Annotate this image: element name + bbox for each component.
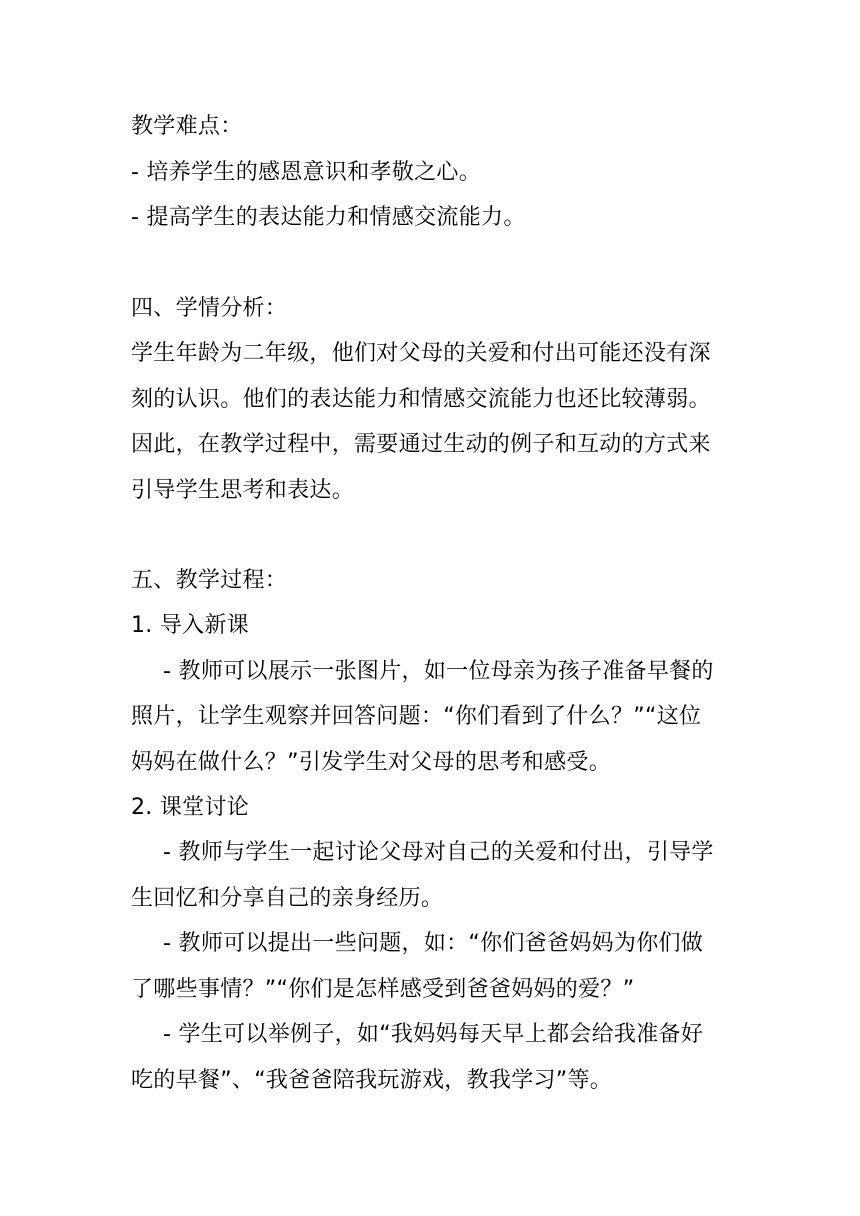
difficulty-item: - 培养学生的感恩意识和孝敬之心。	[131, 160, 482, 185]
step2-line: 了哪些事情？”“你们是怎样感受到爸爸妈妈的爱？”	[131, 977, 635, 1002]
difficulties-heading: 教学难点：	[131, 114, 243, 139]
analysis-heading: 四、学情分析：	[131, 296, 288, 321]
step2-line: 生回忆和分享自己的亲身经历。	[131, 886, 444, 911]
step1-title: 1. 导入新课	[131, 613, 250, 638]
difficulty-item: - 提高学生的表达能力和情感交流能力。	[131, 205, 526, 230]
step1-line: 照片，让学生观察并回答问题：“你们看到了什么？”“这位	[131, 704, 702, 729]
analysis-line: 因此，在教学过程中，需要通过生动的例子和互动的方式来	[131, 432, 711, 457]
analysis-line: 引导学生思考和表达。	[131, 478, 355, 503]
step2-title: 2. 课堂讨论	[131, 795, 250, 820]
step1-line: - 教师可以展示一张图片，如一位母亲为孩子准备早餐的	[163, 659, 714, 684]
analysis-line: 刻的认识。他们的表达能力和情感交流能力也还比较薄弱。	[131, 387, 711, 412]
analysis-line: 学生年龄为二年级，他们对父母的关爱和付出可能还没有深	[131, 341, 711, 366]
step2-line: - 教师可以提出一些问题，如：“你们爸爸妈妈为你们做	[163, 931, 704, 956]
step1-line: 妈妈在做什么？”引发学生对父母的思考和感受。	[131, 750, 611, 775]
step2-line: - 教师与学生一起讨论父母对自己的关爱和付出，引导学	[163, 840, 714, 865]
step2-line: 吃的早餐”、“我爸爸陪我玩游戏，教我学习”等。	[131, 1068, 613, 1093]
step2-line: - 学生可以举例子，如“我妈妈每天早上都会给我准备好	[163, 1022, 704, 1047]
process-heading: 五、教学过程：	[131, 568, 288, 593]
